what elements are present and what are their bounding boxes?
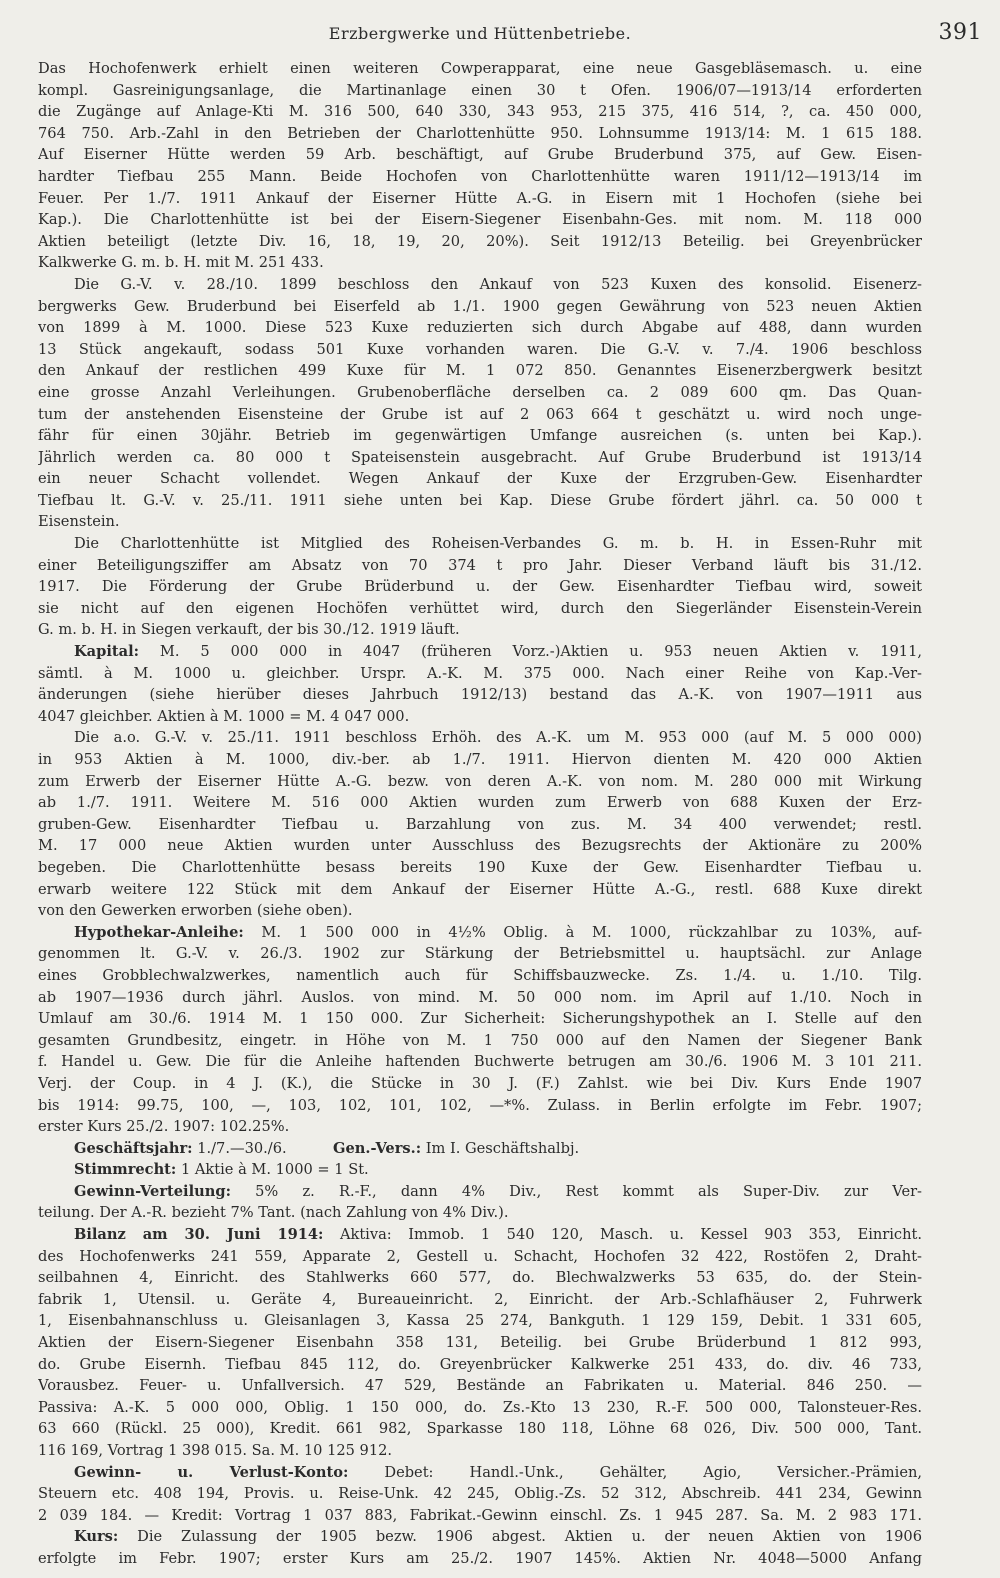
line-text: sämtl. à M. 1000 u. gleichber. Urspr. A.-K. M. 375 000. Nach einer Reihe von Kap.-Ver- xyxy=(38,664,922,682)
text-line xyxy=(38,188,922,210)
line-text: bis 1914: 99.75, 100, —, 103, 102, 101, 102, —*%. Zulass. in Berlin erfolgte im Febr. 1907; xyxy=(38,1096,922,1114)
text-line xyxy=(38,317,922,339)
line-text: eine grosse Anzahl Verleihungen. Grubenoberfläche derselben ca. 2 089 600 qm. Das Quan- xyxy=(38,383,922,401)
text-line xyxy=(38,166,922,188)
text-line xyxy=(38,814,922,836)
text-line xyxy=(38,490,922,512)
line-text: ein neuer Schacht vollendet. Wegen Ankauf der Kuxe der Erzgruben-Gew. Eisenhardter xyxy=(38,470,922,488)
text-line xyxy=(38,447,922,469)
line-text: Die a.o. G.-V. v. 25./11. 1911 beschloss Erhöh. des A.-K. um M. 953 000 (auf M. 5 000 000) xyxy=(74,729,922,747)
line-text: Umlauf am 30./6. 1914 M. 1 150 000. Zur Sicherheit: Sicherungshypothek an I. Stelle auf den xyxy=(38,1010,922,1028)
line-text: M. 5 000 000 in 4047 (früheren Vorz.-)Aktien u. 953 neuen Aktien v. 1911, xyxy=(139,643,922,661)
line-text: f. Handel u. Gew. Die für die Anleihe haftenden Buchwerte betrugen am 30./6. 1906 M. 3 101 211. xyxy=(38,1053,922,1071)
text-line xyxy=(38,1224,922,1246)
line-text: Debet: Handl.-Unk., Gehälter, Agio, Versicher.-Prämien, xyxy=(348,1463,922,1481)
line-text: 13 Stück angekauft, sodass 501 Kuxe vorhanden waren. Die G.-V. v. 7./4. 1906 beschloss xyxy=(38,340,922,358)
text-line xyxy=(38,598,922,620)
line-text: fähr für einen 30jähr. Betrieb im gegenwärtigen Umfange ausreichen (s. unten bei Kap.). xyxy=(38,427,922,445)
text-line xyxy=(38,1030,922,1052)
text-line xyxy=(38,792,922,814)
text-line xyxy=(38,360,922,382)
line-text: genommen lt. G.-V. v. 26./3. 1902 zur Stärkung der Betriebsmittel u. hauptsächl. zur Anlage xyxy=(38,945,922,963)
line-text: gesamten Grundbesitz, eingetr. in Höhe von M. 1 750 000 auf den Namen der Siegener Bank xyxy=(38,1031,922,1049)
text-line xyxy=(38,1310,922,1332)
line-text: Vorausbez. Feuer- u. Unfallversich. 47 529, Bestände an Fabrikaten u. Material. 846 250. — xyxy=(38,1377,922,1395)
text-line xyxy=(38,987,922,1009)
line-text: ab 1./7. 1911. Weitere M. 516 000 Aktien wurden zum Erwerb von 688 Kuxen der Erz- xyxy=(38,794,922,812)
text-line xyxy=(38,619,922,641)
text-line xyxy=(38,684,922,706)
text-line xyxy=(38,1051,922,1073)
text-line xyxy=(38,1181,922,1203)
text-line xyxy=(38,576,922,598)
text-line xyxy=(38,123,922,145)
page-body xyxy=(38,58,922,1570)
line-text: Kap.). Die Charlottenhütte ist bei der Eisern-Siegener Eisenbahn-Ges. mit nom. M. 118 000 xyxy=(38,211,922,229)
text-line xyxy=(38,58,922,80)
line-text: G. m. b. H. in Siegen verkauft, der bis 30./12. 1919 läuft. xyxy=(38,621,460,639)
text-line xyxy=(38,1138,922,1160)
line-text: hardter Tiefbau 255 Mann. Beide Hochofen von Charlottenhütte waren 1911/12—1913/14 im xyxy=(38,167,922,185)
text-line xyxy=(38,1462,922,1484)
text-line xyxy=(38,1332,922,1354)
text-line xyxy=(38,404,922,426)
section-heading: Gewinn-Verteilung: xyxy=(74,1182,231,1200)
line-text: Passiva: A.-K. 5 000 000, Oblig. 1 150 000, do. Zs.-Kto 13 230, R.-F. 500 000, Talonsteuer-Res. xyxy=(38,1398,922,1416)
text-line xyxy=(38,1505,922,1527)
text-line xyxy=(38,1526,922,1548)
line-text: 1 Aktie à M. 1000 = 1 St. xyxy=(176,1161,369,1179)
text-line xyxy=(38,1095,922,1117)
text-line xyxy=(38,943,922,965)
text-line xyxy=(38,80,922,102)
line-text: bergwerks Gew. Bruderbund bei Eiserfeld ab 1./1. 1900 gegen Gewährung von 523 neuen Aktien xyxy=(38,297,922,315)
line-text: M. 17 000 neue Aktien wurden unter Ausschluss des Bezugsrechts der Aktionäre zu 200% xyxy=(38,837,922,855)
text-line xyxy=(38,1202,922,1224)
text-line xyxy=(38,900,922,922)
section-heading: Geschäftsjahr: xyxy=(74,1139,193,1157)
text-line xyxy=(38,1440,922,1462)
text-line xyxy=(38,1397,922,1419)
running-title: Erzbergwerke und Hüttenbetriebe. xyxy=(328,24,632,43)
text-line xyxy=(38,252,922,274)
text-line xyxy=(38,296,922,318)
section-heading: Stimmrecht: xyxy=(74,1161,177,1179)
line-text: 4047 gleichber. Aktien à M. 1000 = M. 4 047 000. xyxy=(38,707,410,725)
text-line xyxy=(38,922,922,944)
text-line xyxy=(38,1354,922,1376)
text-line xyxy=(38,641,922,663)
line-text: Feuer. Per 1./7. 1911 Ankauf der Eiserner Hütte A.-G. in Eisern mit 1 Hochofen (siehe bei xyxy=(38,189,922,207)
section-heading: Kurs: xyxy=(74,1528,119,1546)
page-header xyxy=(38,18,982,58)
line-text: seilbahnen 4, Einricht. des Stahlwerks 660 577, do. Blechwalzwerks 53 635, do. der Stein- xyxy=(38,1269,922,1287)
line-text: Verj. der Coup. in 4 J. (K.), die Stücke in 30 J. (F.) Zahlst. wie bei Div. Kurs Ende 1907 xyxy=(38,1074,922,1092)
text-line xyxy=(38,1116,922,1138)
line-text: des Hochofenwerks 241 559, Apparate 2, Gestell u. Schacht, Hochofen 32 422, Rostöfen 2, Draht- xyxy=(38,1247,922,1265)
line-text: erfolgte im Febr. 1907; erster Kurs am 25./2. 1907 145%. Aktien Nr. 4048—5000 Anfang xyxy=(38,1549,922,1567)
section-heading: Kapital: xyxy=(74,643,140,661)
line-text: in 953 Aktien à M. 1000, div.-ber. ab 1./7. 1911. Hiervon dienten M. 420 000 Aktien xyxy=(38,751,922,768)
line-text: Auf Eiserner Hütte werden 59 Arb. beschäftigt, auf Grube Bruderbund 375, auf Gew. Eisen- xyxy=(38,146,922,164)
line-text: 764 750. Arb.-Zahl in den Betrieben der Charlottenhütte 950. Lohnsumme 1913/14: M. 1 615 188. xyxy=(38,124,922,142)
line-text: Eisenstein. xyxy=(38,513,120,531)
text-line xyxy=(38,771,922,793)
text-line xyxy=(38,1289,922,1311)
line-text: änderungen (siehe hierüber dieses Jahrbuch 1912/13) bestand das A.-K. von 1907—1911 aus xyxy=(38,686,922,704)
section-heading: Hypothekar-Anleihe: xyxy=(74,923,244,941)
text-line xyxy=(38,382,922,404)
line-text: ab 1907—1936 durch jährl. Auslos. von mind. M. 50 000 nom. im April auf 1./10. Noch in xyxy=(38,988,922,1006)
line-text: erwarb weitere 122 Stück mit dem Ankauf der Eiserner Hütte A.-G., restl. 688 Kuxe direkt xyxy=(38,880,922,898)
text-line xyxy=(38,101,922,123)
text-line xyxy=(38,857,922,879)
text-line xyxy=(38,144,922,166)
text-line xyxy=(38,231,922,253)
text-line xyxy=(38,1483,922,1505)
text-line xyxy=(38,339,922,361)
line-text: Aktien beteiligt (letzte Div. 16, 18, 19, 20, 20%). Seit 1912/13 Beteilig. bei Greyenbrücker xyxy=(38,232,922,250)
text-line xyxy=(38,1159,922,1181)
text-line xyxy=(38,1548,922,1570)
line-text: von 1899 à M. 1000. Diese 523 Kuxe reduzierten sich durch Abgabe auf 488, dann wurden xyxy=(38,319,922,337)
line-text: eines Grobblechwalzwerkes, namentlich auch für Schiffsbauzwecke. Zs. 1./4. u. 1./10. Tilg. xyxy=(38,966,922,984)
line-text: Das Hochofenwerk erhielt einen weiteren Cowperapparat, eine neue Gasgebläsemasch. u. eine xyxy=(38,60,922,77)
text-line xyxy=(38,1418,922,1440)
line-text: Die G.-V. v. 28./10. 1899 beschloss den Ankauf von 523 Kuxen des konsolid. Eisenerz- xyxy=(74,275,922,293)
line-text: erster Kurs 25./2. 1907: 102.25%. xyxy=(38,1118,290,1136)
text-line xyxy=(38,1267,922,1289)
text-line xyxy=(38,468,922,490)
line-text: do. Grube Eisernh. Tiefbau 845 112, do. Greyenbrücker Kalkwerke 251 433, do. div. 46 733, xyxy=(38,1355,922,1373)
line-text: Aktien der Eisern-Siegener Eisenbahn 358 131, Beteilig. bei Grube Brüderbund 1 812 993, xyxy=(38,1334,922,1352)
line-text: Jährlich werden ca. 80 000 t Spateisenstein ausgebracht. Auf Grube Bruderbund ist 1913/14 xyxy=(38,448,922,466)
line-text: 2 039 184. — Kredit: Vortrag 1 037 883, Fabrikat.-Gewinn einschl. Zs. 1 945 287. Sa. M. 2 983 171. xyxy=(38,1506,922,1524)
section-heading: Bilanz am 30. Juni 1914: xyxy=(74,1226,324,1244)
line-text: 1917. Die Förderung der Grube Brüderbund u. der Gew. Eisenhardter Tiefbau wird, soweit xyxy=(38,578,922,596)
line-text: zum Erwerb der Eiserner Hütte A.-G. bezw. von deren A.-K. von nom. M. 280 000 mit Wirkung xyxy=(38,772,922,790)
line-text: Die Charlottenhütte ist Mitglied des Roheisen-Verbandes G. m. b. H. in Essen-Ruhr mit xyxy=(74,535,922,553)
section-heading: Gen.-Vers.: xyxy=(333,1139,422,1157)
text-line xyxy=(38,1246,922,1268)
text-line xyxy=(38,706,922,728)
line-text: begeben. Die Charlottenhütte besass bereits 190 Kuxe der Gew. Eisenhardter Tiefbau u. xyxy=(38,858,922,876)
line-text: Aktiva: Immob. 1 540 120, Masch. u. Kessel 903 353, Einricht. xyxy=(323,1226,922,1244)
line-text: von den Gewerken erworben (siehe oben). xyxy=(38,902,353,920)
text-line xyxy=(38,425,922,447)
line-text: 5% z. R.-F., dann 4% Div., Rest kommt als Super-Div. zur Ver- xyxy=(230,1182,922,1200)
line-text: fabrik 1, Utensil. u. Geräte 4, Bureaueinricht. 2, Einricht. der Arb.-Schlafhäuser 2, Fuhrwerk xyxy=(38,1290,922,1308)
text-line xyxy=(38,511,922,533)
line-text: 116 169, Vortrag 1 398 015. Sa. M. 10 125 912. xyxy=(38,1442,393,1459)
text-line xyxy=(38,1375,922,1397)
line-text: tum der anstehenden Eisensteine der Grube ist auf 2 063 664 t geschätzt u. wird noch unge- xyxy=(38,405,922,423)
line-text: M. 1 500 000 in 4½% Oblig. à M. 1000, rückzahlbar zu 103%, auf- xyxy=(243,923,922,941)
text-line xyxy=(38,749,922,771)
line-text: Die Zulassung der 1905 bezw. 1906 abgest. Aktien u. der neuen Aktien von 1906 xyxy=(118,1528,922,1546)
text-line xyxy=(38,1073,922,1095)
line-text: 63 660 (Rückl. 25 000), Kredit. 661 982, Sparkasse 180 118, Löhne 68 026, Div. 500 000, Tant. xyxy=(38,1420,922,1438)
text-line xyxy=(38,274,922,296)
line-text: kompl. Gasreinigungsanlage, die Martinanlage einen 30 t Ofen. 1906/07—1913/14 erforderten xyxy=(38,81,922,99)
text-line xyxy=(38,663,922,685)
line-text: gruben-Gew. Eisenhardter Tiefbau u. Barzahlung von zus. M. 34 400 verwendet; restl. xyxy=(38,815,922,833)
line-text: Kalkwerke G. m. b. H. mit M. 251 433. xyxy=(38,254,324,272)
line-text: teilung. Der A.-R. bezieht 7% Tant. (nach Zahlung von 4% Div.). xyxy=(38,1204,509,1222)
text-line xyxy=(38,1008,922,1030)
line-text: Steuern etc. 408 194, Provis. u. Reise-Unk. 42 245, Oblig.-Zs. 52 312, Abschreib. 441 234, Gewinn xyxy=(38,1485,922,1503)
line-text: den Ankauf der restlichen 499 Kuxe für M. 1 072 850. Genanntes Eisenerzbergwerk besitzt xyxy=(38,362,922,380)
text-line xyxy=(38,533,922,555)
text-line xyxy=(38,727,922,749)
text-line xyxy=(38,879,922,901)
line-text: die Zugänge auf Anlage-Kti M. 316 500, 640 330, 343 953, 215 375, 416 514, ?, ca. 450 000, xyxy=(38,103,922,121)
page-number: 391 xyxy=(938,20,982,45)
section-heading: Gewinn- u. Verlust-Konto: xyxy=(74,1463,349,1481)
line-text: 1, Eisenbahnanschluss u. Gleisanlagen 3, Kassa 25 274, Bankguth. 1 129 159, Debit. 1 331 605, xyxy=(38,1312,922,1330)
text-line xyxy=(38,555,922,577)
line-text: Im I. Geschäftshalbj. xyxy=(421,1139,580,1157)
line-text: einer Beteiligungsziffer am Absatz von 70 374 t pro Jahr. Dieser Verband läuft bis 31./12. xyxy=(38,556,922,574)
text-line xyxy=(38,835,922,857)
line-text: 1./7.—30./6. xyxy=(192,1139,334,1157)
text-line xyxy=(38,965,922,987)
line-text: Tiefbau lt. G.-V. v. 25./11. 1911 siehe unten bei Kap. Diese Grube fördert jährl. ca. 50 000 t xyxy=(38,491,922,509)
line-text: sie nicht auf den eigenen Hochöfen verhüttet wird, durch den Siegerländer Eisenstein-Verein xyxy=(38,599,922,617)
text-line xyxy=(38,209,922,231)
